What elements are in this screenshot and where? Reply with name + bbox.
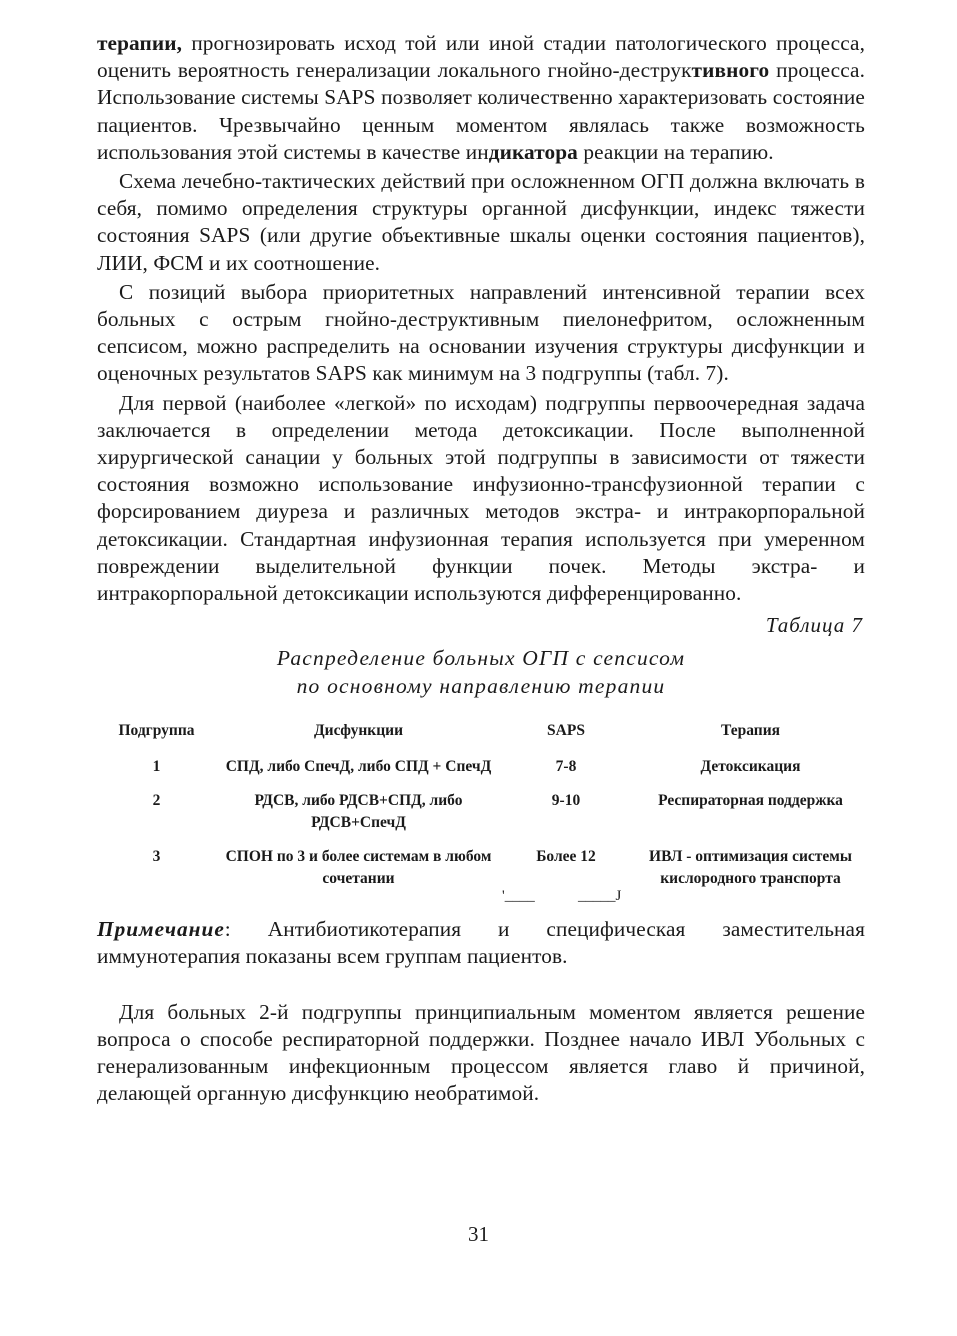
table-header-row [97,720,865,756]
paragraph-2: Схема лечебно-тактических действий при осложненном ОГП должна включать в себя, помимо определения структуры органной дисфункции, индекс тяжести состояния SAPS (или другие объективные шкалы оценки состояния пациентов), ЛИИ, ФСМ и их соотношение. [97,169,865,275]
table-row [97,846,865,902]
header-saps: SAPS [547,722,585,740]
note-label: Примечание [97,917,225,942]
table-number: Таблица 7 [765,613,863,638]
text-fragment: процесса. Использование системы SAPS позволяет количественно характеризовать состояние пациентов. Чрезвычайно ценным моментом являлась также возможность использования этой системы в качестве ин [97,58,865,164]
cell-dysfunctions: РДСВ, либо РДСВ+СПД, либо РДСВ+СпечД [254,792,463,832]
page-content [97,30,865,1107]
paragraph-1 [97,30,865,166]
cell-dysfunctions: СПД, либо СпечД, либо СПД + СпечД [225,758,492,776]
artifact-right: _____J [578,888,622,905]
data-table [97,720,865,902]
table-caption-line-1: Распределение больных ОГП с сепсисом [276,646,686,671]
scan-artifact [97,888,865,916]
bold-fragment: терапии, [97,31,183,55]
paragraph-3: С позиций выбора приоритетных направлений интенсивной терапии всех больных с острым гнойно-деструктивным пиелонефритом, осложненным сепсисом, можно распределить на основании изучения структуры дисфункции и оценочных результатов SAPS как минимум на 3 подгруппы (табл. 7). [97,279,865,386]
text-fragment: реакции на терапию. [577,139,774,164]
bold-fragment: тивного [691,58,770,83]
table-caption-line-2: по основному направлению терапии [296,674,666,699]
cell-therapy: ИВЛ - оптимизация системы кислородного транспорта [649,848,852,888]
header-subgroup: Подгруппа [118,722,195,740]
header-dysfunctions: Дисфункции [313,722,403,740]
cell-therapy: Респираторная поддержка [658,792,843,810]
table-row [97,790,865,846]
artifact-left: '____ [502,888,535,905]
cell-dysfunctions: СПОН по 3 и более системам в любом сочетании [225,848,492,888]
cell-saps: 9-10 [551,792,581,810]
header-therapy: Терапия [720,722,781,740]
table-row [97,756,865,790]
cell-subgroup: 3 [152,848,161,866]
note-text: : Антибиотикотерапия и специфическая заместительная иммунотерапия показаны всем группам пациентов. [97,917,865,969]
bold-fragment: дикатора [488,139,578,164]
text-fragment: прогнозировать исход той или иной стадии патологического процесса, оценить вероятность генерализации локального гнойно-деструк [97,31,865,83]
paragraph-4: Для первой (наиболее «легкой» по исходам) подгруппы первоочередная задача заключается в определении метода детоксикации. После выполненной хирургической санации у больных этой подгруппы в зависимости от тяжести состояния возможно использование инфузионно-трансфузионной терапии с форсированием диуреза и различных методов экстра- и интракорпоральной детоксикации. Стандартная инфузионная терапия используется при умеренном повреждении выделительной функции почек. Методы экстра- и интракорпоральной детоксикации используются дифференцированно. [97,390,865,606]
cell-saps: 7-8 [555,758,577,776]
cell-therapy: Детоксикация [700,758,801,776]
page-number: 31 [468,1222,489,1246]
paragraph-5: Для больных 2-й подгруппы принципиальным моментом является решение вопроса о способе респираторной поддержки. Позднее начало ИВЛ Убольных с генерализованным инфекционным процессом является главо й причиной, делающей органную дисфункцию необратимой. [97,999,865,1106]
cell-saps: Более 12 [536,848,596,866]
cell-subgroup: 2 [152,792,161,810]
table-note [97,916,865,970]
cell-subgroup: 1 [152,758,161,776]
